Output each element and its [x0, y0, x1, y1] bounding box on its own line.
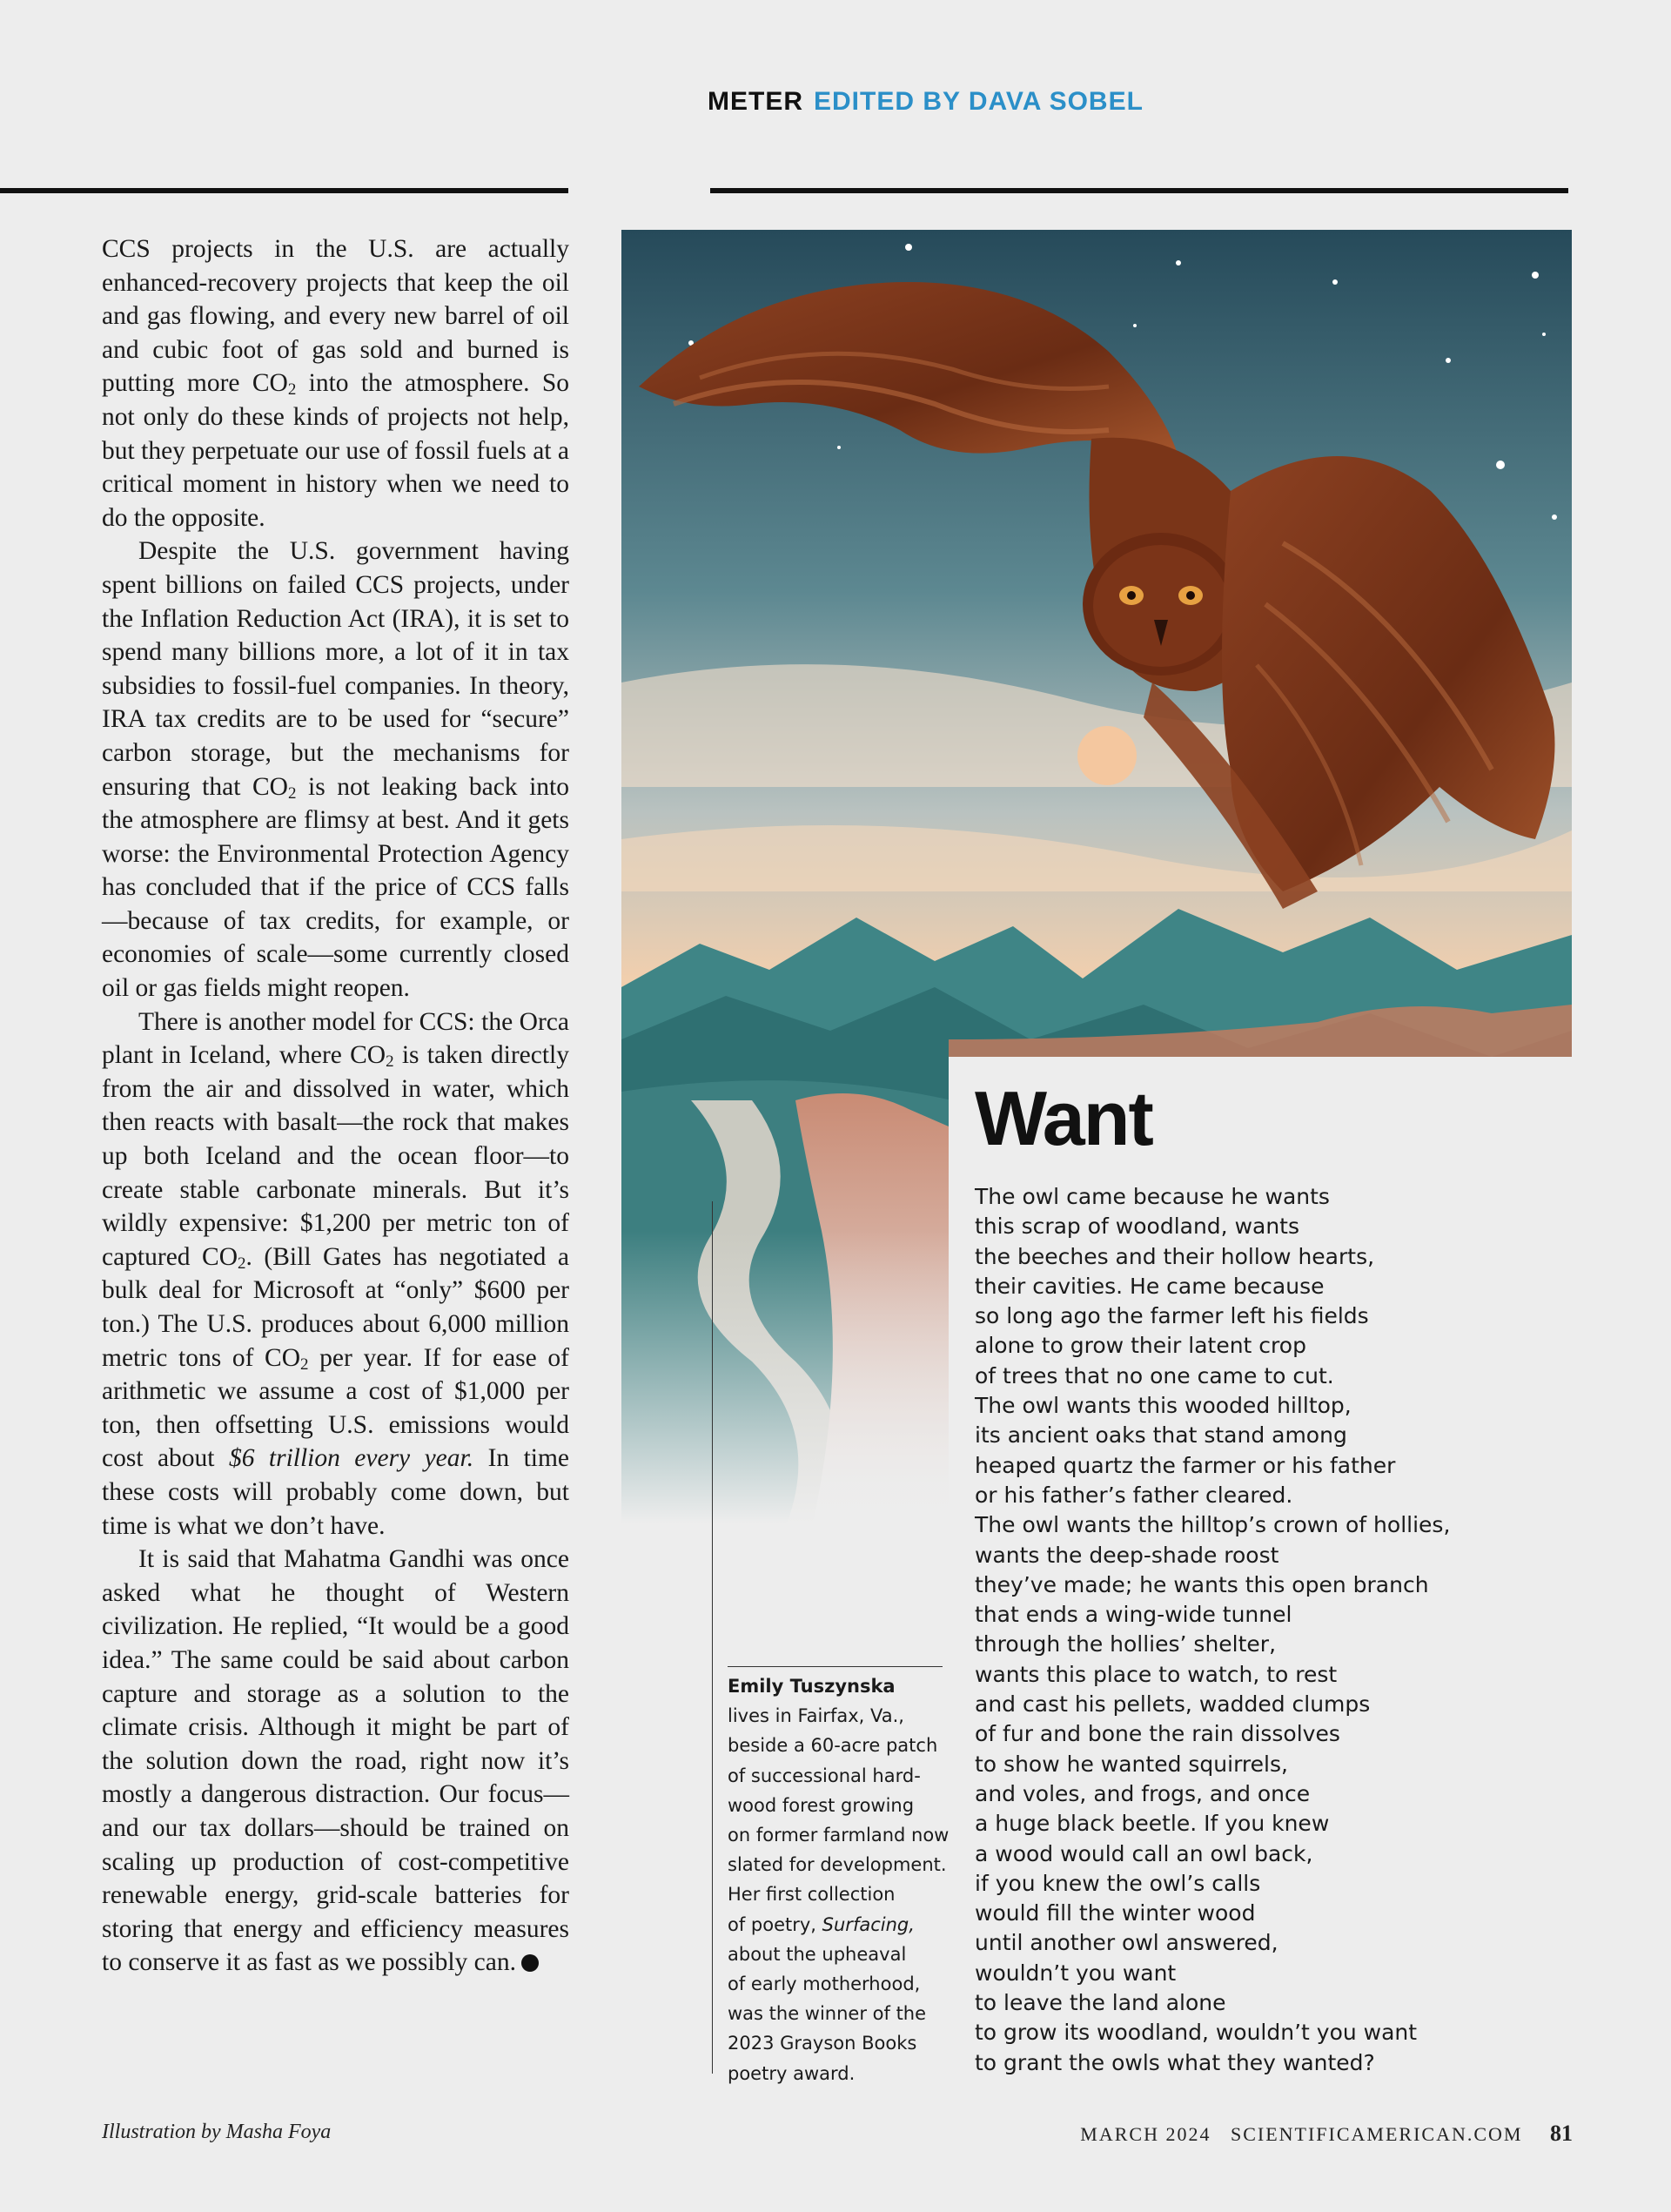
end-mark-icon [521, 1954, 539, 1972]
poem-line: through the hollies’ shelter, [975, 1631, 1277, 1657]
poem-line: their cavities. He came because [975, 1273, 1325, 1299]
page-number: 81 [1550, 2121, 1573, 2146]
poem-line: and voles, and frogs, and once [975, 1780, 1311, 1806]
poem-line: a huge black beetle. If you knew [975, 1811, 1330, 1837]
poem-line: heaped quartz the farmer or his father [975, 1452, 1396, 1478]
paragraph-1: CCS projects in the U.S. are actually enhanced-recovery projects that keep the oil and gas flowing, and every new barrel of oil and cubic foot of gas sold and burned is putting more $CO_2$ into the atmosphere. So not only do these kinds of projects not help, but they perpetuate our use of fossil fuels at a critical moment in history when we need to do the opposite. [102, 235, 569, 532]
poem-line: The owl wants this wooded hilltop, [975, 1393, 1352, 1419]
author-name: Emily Tuszynska [728, 1676, 896, 1697]
poem-line: the beeches and their hollow hearts, [975, 1243, 1375, 1269]
poem-line: and cast his pellets, wadded clumps [975, 1691, 1371, 1718]
issue-date: MARCH 2024 [1080, 2123, 1211, 2145]
paragraph-2: Despite the U.S. government having spent billions on failed CCS projects, under the Inflation Reduction Act (IRA), it is set to spend many billions more, a lot of it in tax subsidies to fossil-fuel companies. In theory, IRA tax credits are to be used for “secure” carbon storage, but the mechanisms for ensuring that $CO_2$ is not leaking back into the atmosphere are flimsy at best. And it gets worse: the Environmental Protection Agency has concluded that if the price of CCS falls—because of tax credits, for example, or economies of scale—some currently closed oil or gas fields might reopen. [102, 537, 570, 1003]
bio-top-rule [728, 1666, 943, 1667]
article-body [102, 232, 569, 1980]
poem-line: wouldn’t you want [975, 1960, 1177, 1986]
poem-line: of trees that no one came to cut. [975, 1362, 1334, 1388]
poem-line: to grant the owls what they wanted? [975, 2049, 1375, 2075]
poem-line: alone to grow their latent crop [975, 1333, 1306, 1359]
poem-line: would fill the winter wood [975, 1900, 1256, 1926]
poem-line: they’ve made; he wants this open branch [975, 1571, 1429, 1597]
book-title: Surfacing, [822, 1913, 915, 1935]
editor-credit: EDITED BY DAVA SOBEL [814, 87, 1144, 116]
poem-line: of fur and bone the rain dissolves [975, 1721, 1340, 1747]
top-rule-right [710, 188, 1568, 193]
poem-line: or his father’s father cleared. [975, 1482, 1293, 1508]
top-rule-left [0, 188, 568, 193]
poem-line: The owl came because he wants [975, 1184, 1330, 1209]
poem-line: this scrap of woodland, wants [975, 1214, 1300, 1240]
author-bio: Emily Tuszynska lives in Fairfax, Va., beside a 60-acre patch of successional hard- wood forest growing on former farmland now slated for development. Her first collection of poetry, Surfacing, about the upheaval of early motherhood, was the winner of the 2023 Grayson Books poetry award. [728, 1671, 945, 2088]
poem-line: to show he wanted squirrels, [975, 1751, 1288, 1777]
poem-line: The owl wants the hilltop’s crown of hollies, [975, 1512, 1451, 1538]
poem-line: so long ago the farmer left his fields [975, 1303, 1369, 1329]
poem-line: its ancient oaks that stand among [975, 1422, 1347, 1449]
site-url: SCIENTIFICAMERICAN.COM [1230, 2123, 1523, 2145]
poem-line: if you knew the owl’s calls [975, 1870, 1261, 1896]
folio [1080, 2121, 1573, 2147]
illustration-credit: Illustration by Masha Foya [102, 2121, 332, 2143]
poem-line: that ends a wing-wide tunnel [975, 1602, 1292, 1628]
poem-line: a wood would call an owl back, [975, 1840, 1313, 1866]
poem-line: wants this place to watch, to rest [975, 1661, 1338, 1687]
section-label: METER [708, 87, 803, 116]
bio-vertical-rule [712, 1201, 713, 2074]
poem-line: to leave the land alone [975, 1990, 1226, 2016]
paragraph-3: There is another model for CCS: the Orca plant in Iceland, where $CO_2$ is taken directly from the air and dissolved in water, which then reacts with basalt—the rock that makes up both Iceland and the ocean floor—to create stable carbonate minerals. But it’s wildly expensive: $1,200 per metric ton of captured $CO_2$. (Bill Gates has negotiated a bulk deal for Microsoft at “only” $600 per ton.) The U.S. produces about 6,000 million metric tons of $CO_2$ per year. If for ease of arithmetic we assume a cost of $1,000 per ton, then offsetting U.S. emissions would cost about $6 trillion every year. In time these costs will probably come down, but time is what we don’t have. [102, 1007, 570, 1540]
poem-text [975, 1182, 1567, 2078]
paragraph-4: It is said that Mahatma Gandhi was once asked what he thought of Western civilization. He replied, “It would be a good idea.” The same could be said about carbon capture and storage as a solution to the climate crisis. Although it might be part of the solution down the road, right now it’s mostly a dangerous distraction. Our focus—and our tax dollars—should be trained on scaling up production of cost-competitive renewable energy, grid-scale batteries for storing that energy and efficiency measures to conserve it as fast as we possibly can. [102, 1545, 569, 1977]
poem-line: to grow its woodland, wouldn’t you want [975, 2020, 1418, 2046]
poem-line: wants the deep-shade roost [975, 1542, 1279, 1568]
poem-line: until another owl answered, [975, 1930, 1278, 1956]
poem-title: Want [975, 1075, 1152, 1161]
